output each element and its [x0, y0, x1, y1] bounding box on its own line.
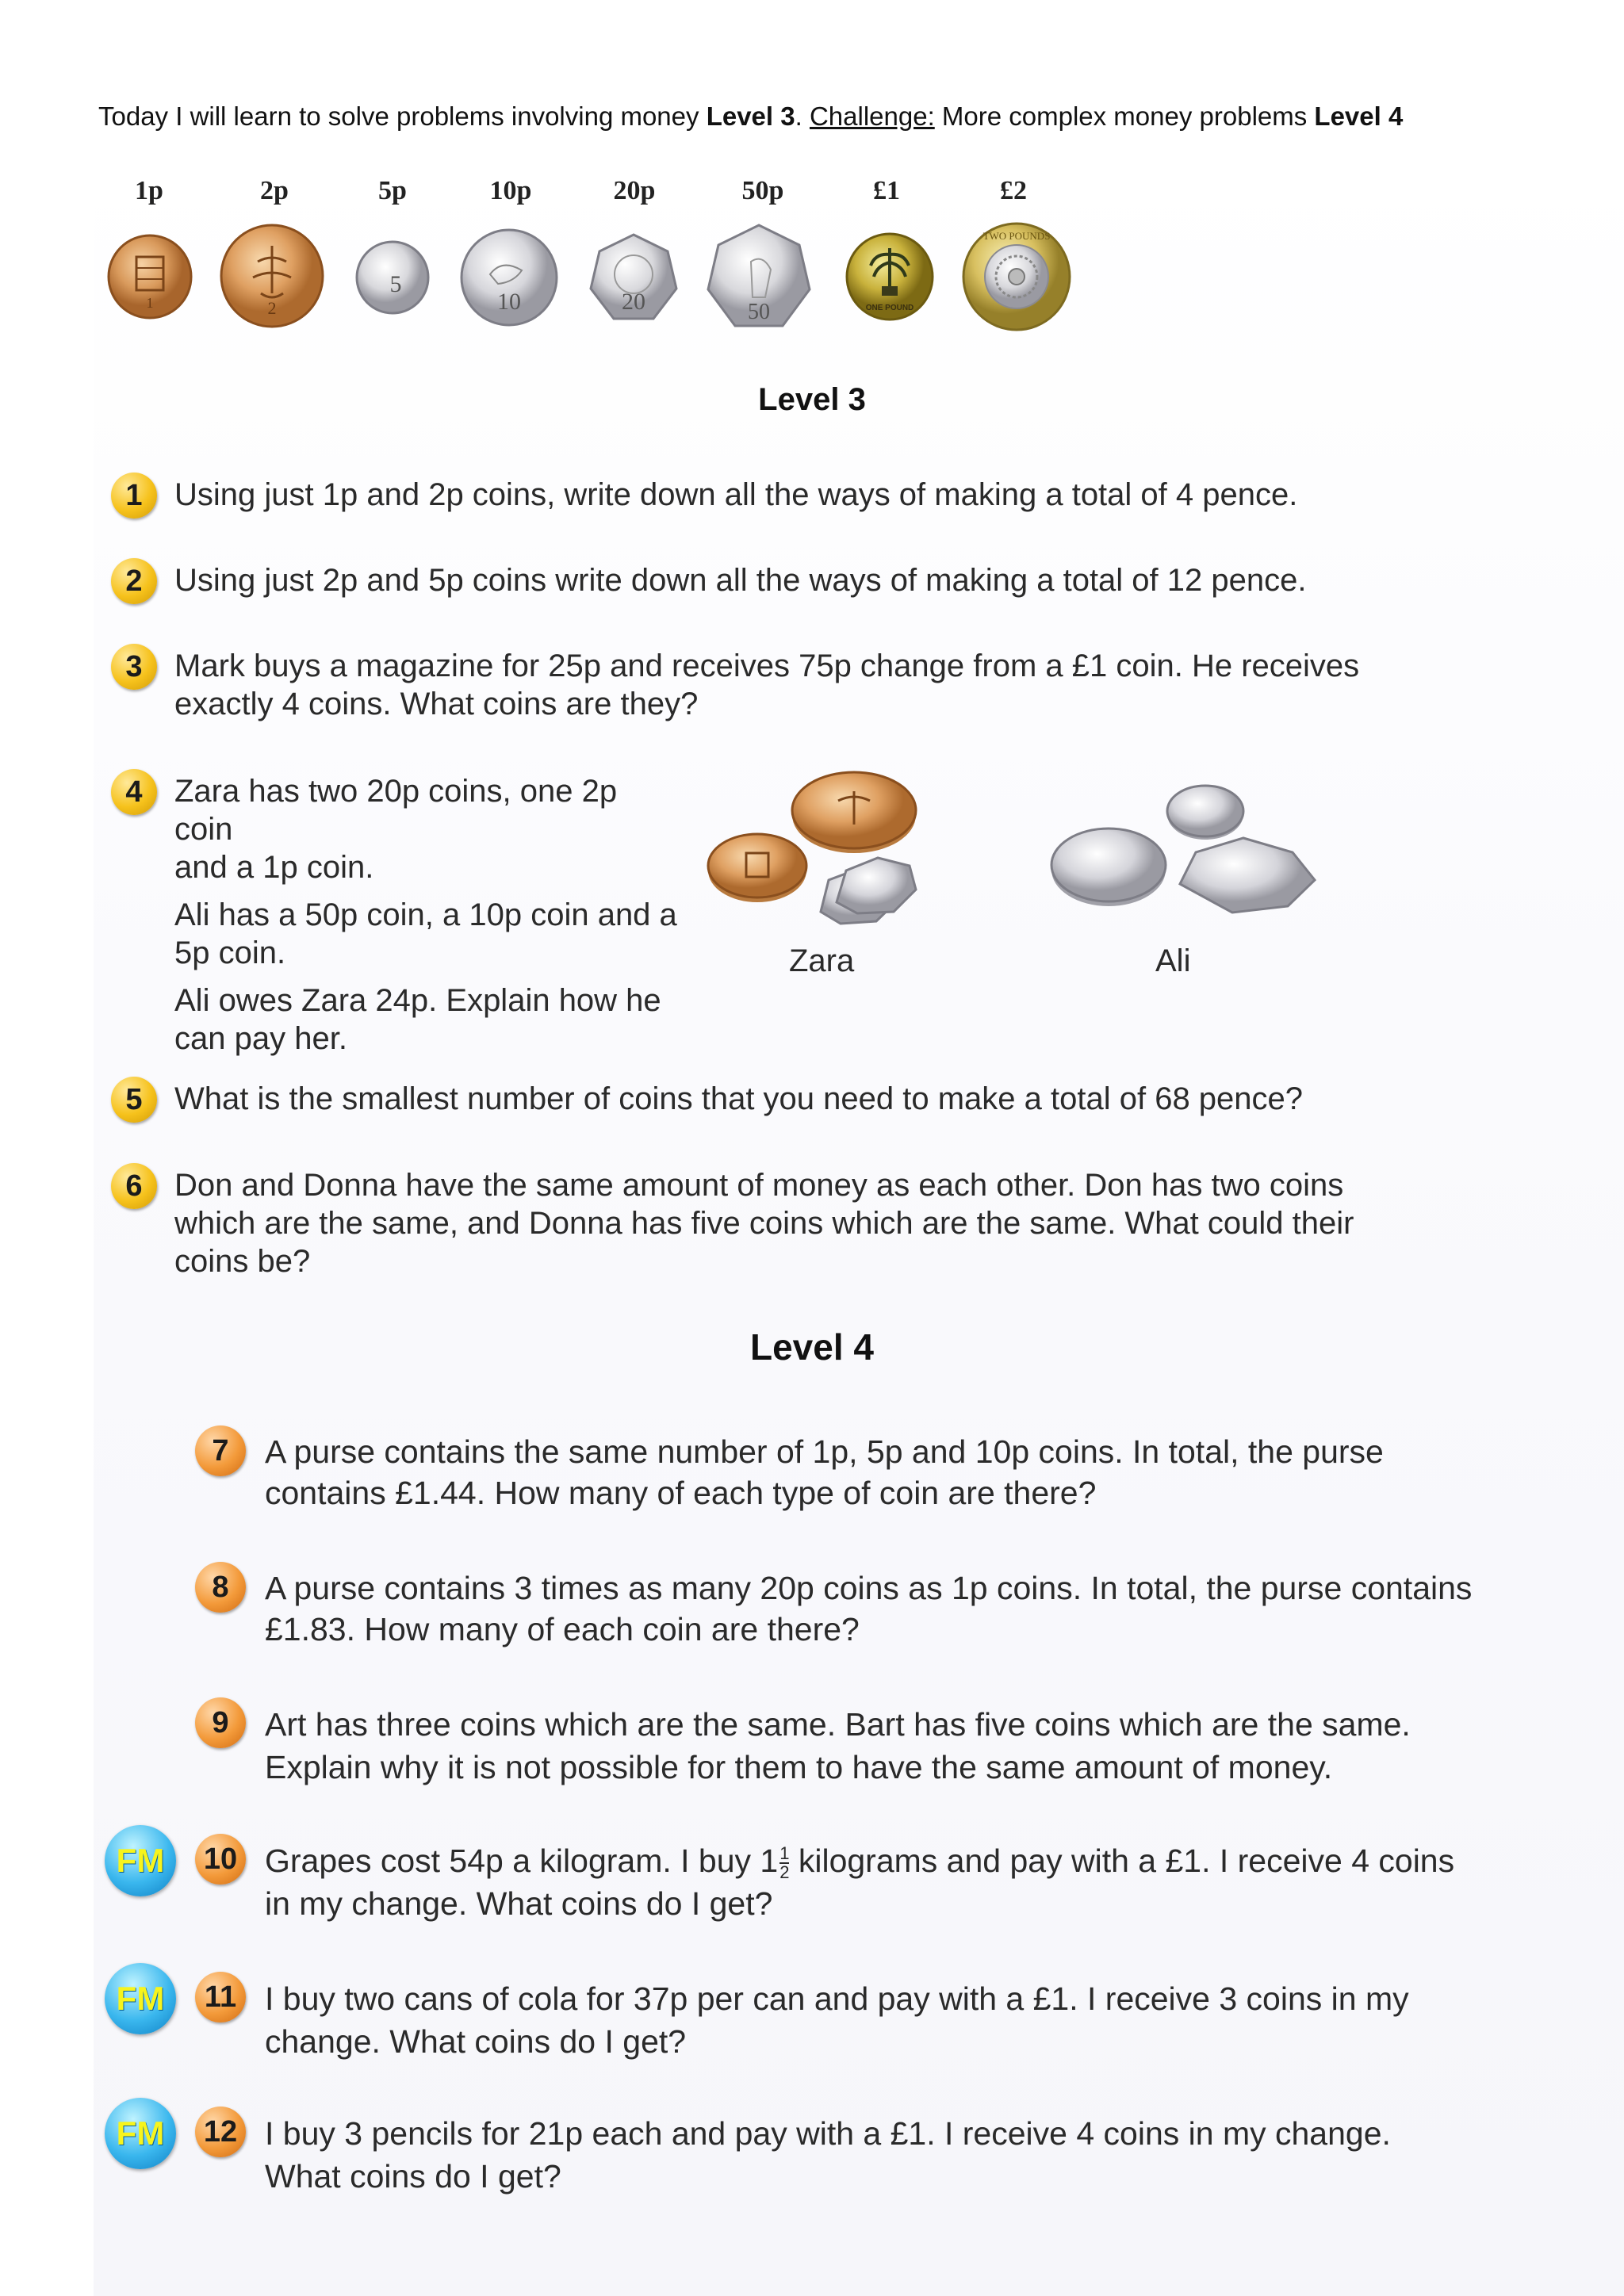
- question-6-line-3: coins be?: [174, 1244, 311, 1279]
- coin-5p-face: 5: [389, 271, 402, 297]
- question-4-owes-line-1: Ali owes Zara 24p. Explain how he: [174, 983, 661, 1018]
- objective-level3: Level 3: [706, 101, 795, 131]
- question-11-line-1: I buy two cans of cola for 37p per can and pay with a £1. I receive 3 coins in my: [265, 1980, 1409, 2017]
- coin-50p-icon: [703, 222, 814, 333]
- question-10-badge: 10: [195, 1834, 246, 1885]
- coin-label-1p: 1p: [135, 176, 163, 205]
- question-8-badge: 8: [195, 1562, 246, 1613]
- question-2-text: Using just 2p and 5p coins write down all the ways of making a total of 12 pence.: [174, 563, 1307, 598]
- coin-reference-row: [99, 176, 1082, 342]
- question-1: [174, 476, 1297, 514]
- coin-10p-face: 10: [497, 289, 521, 315]
- question-3-line-1: Mark buys a magazine for 25p and receives 75p change from a £1 coin. He receives: [174, 649, 1360, 683]
- question-9: [265, 1703, 1411, 1789]
- question-4-owes-line-2: can pay her.: [174, 1021, 347, 1056]
- coin-1-pound-icon: [844, 231, 936, 323]
- objective-challenge-text: More complex money problems: [934, 101, 1315, 131]
- coin-label-2p: 2p: [260, 176, 289, 205]
- question-3-badge: 3: [111, 644, 157, 690]
- question-12-badge: 12: [195, 2107, 246, 2157]
- zara-coins-illustration: [702, 769, 956, 943]
- question-6: [174, 1166, 1354, 1280]
- question-1-badge: 1: [111, 473, 157, 519]
- coin-20p-icon: [587, 232, 680, 325]
- question-12-fm-badge: FM: [105, 2098, 176, 2169]
- question-10-line-1-start: Grapes cost 54p a kilogram. I buy 1: [265, 1843, 779, 1879]
- objective-text: Today I will learn to solve problems involving money: [98, 101, 707, 131]
- question-12: [265, 2112, 1391, 2198]
- question-7-line-1: A purse contains the same number of 1p, 5p and 10p coins. In total, the purse: [265, 1433, 1384, 1470]
- question-6-line-1: Don and Donna have the same amount of money as each other. Don has two coins: [174, 1168, 1344, 1203]
- question-3: [174, 647, 1359, 723]
- question-12-line-2: What coins do I get?: [265, 2158, 561, 2195]
- question-3-line-2: exactly 4 coins. What coins are they?: [174, 687, 699, 721]
- level3-heading: Level 3: [758, 382, 866, 417]
- ali-label: Ali: [1155, 943, 1191, 978]
- question-8-line-2: £1.83. How many of each coin are there?: [265, 1611, 860, 1647]
- question-7-badge: 7: [195, 1425, 246, 1476]
- question-11-fm-badge: FM: [105, 1963, 176, 2034]
- question-10-line-1: [265, 1839, 1454, 1882]
- coin-50p-face: 50: [748, 300, 770, 324]
- coin-20p-face: 20: [622, 289, 645, 315]
- question-2: [174, 561, 1306, 599]
- level4-heading: Level 4: [750, 1326, 874, 1368]
- question-10-fm-badge: FM: [105, 1825, 176, 1896]
- question-7-line-2: contains £1.44. How many of each type of coin are there?: [265, 1475, 1097, 1511]
- question-8: [265, 1567, 1472, 1650]
- question-9-line-2: Explain why it is not possible for them to have the same amount of money.: [265, 1749, 1333, 1785]
- question-10-line-1-end: kilograms and pay with a £1. I receive 4 coins: [789, 1843, 1455, 1879]
- coin-2-pound-face: TWO POUNDS: [982, 230, 1051, 242]
- question-8-line-1: A purse contains 3 times as many 20p coins as 1p coins. In total, the purse contains: [265, 1570, 1473, 1606]
- coin-2p-icon: [218, 222, 326, 330]
- question-6-badge: 6: [111, 1163, 157, 1209]
- question-4-zara-line-1: Zara has two 20p coins, one 2p coin: [174, 774, 618, 847]
- coin-label-1-pound: £1: [873, 176, 900, 205]
- coin-10p-icon: [458, 227, 560, 328]
- coin-2-pound-icon: [960, 220, 1073, 333]
- question-2-badge: 2: [111, 558, 157, 604]
- question-4-ali-line-1: Ali has a 50p coin, a 10p coin and a: [174, 897, 677, 932]
- coin-1-pound-face: ONE POUND: [865, 304, 914, 312]
- coin-2p-face: 2: [267, 298, 277, 318]
- question-6-line-2: which are the same, and Donna has five coins which are the same. What could their: [174, 1206, 1354, 1241]
- fraction-denominator: 2: [779, 1862, 790, 1883]
- coin-5p-icon: [354, 239, 431, 316]
- ali-coins-illustration: [1045, 781, 1323, 939]
- coin-label-50p: 50p: [741, 176, 784, 205]
- question-5: [174, 1080, 1303, 1118]
- question-4-ali-line-2: 5p coin.: [174, 936, 286, 970]
- question-10-line-2: in my change. What coins do I get?: [265, 1885, 773, 1922]
- question-7: [265, 1431, 1384, 1513]
- coin-1p-face: 1: [146, 295, 154, 311]
- question-12-line-1: I buy 3 pencils for 21p each and pay with a £1. I receive 4 coins in my change.: [265, 2115, 1391, 2152]
- coin-label-20p: 20p: [613, 176, 656, 205]
- question-5-badge: 5: [111, 1077, 157, 1123]
- question-1-text: Using just 1p and 2p coins, write down all the ways of making a total of 4 pence.: [174, 477, 1298, 512]
- question-4: [174, 772, 682, 1067]
- question-10: [265, 1839, 1454, 1925]
- objective-level4: Level 4: [1314, 101, 1404, 131]
- coin-label-5p: 5p: [378, 176, 407, 205]
- coin-label-2-pound: £2: [1000, 176, 1027, 205]
- zara-label: Zara: [789, 943, 855, 978]
- question-10-fraction: [779, 1845, 789, 1881]
- question-11-badge: 11: [195, 1972, 246, 2022]
- objective-challenge-label: Challenge:: [809, 101, 935, 131]
- objective-separator: .: [795, 101, 810, 131]
- question-4-zara-line-2: and a 1p coin.: [174, 850, 374, 885]
- question-4-badge: 4: [111, 769, 157, 815]
- coin-label-10p: 10p: [489, 176, 532, 205]
- question-9-badge: 9: [195, 1697, 246, 1748]
- question-9-line-1: Art has three coins which are the same. Bart has five coins which are the same.: [265, 1706, 1411, 1743]
- question-5-text: What is the smallest number of coins that you need to make a total of 68 pence?: [174, 1081, 1304, 1116]
- coin-1p-icon: [106, 233, 193, 320]
- fraction-numerator: 1: [779, 1843, 790, 1864]
- question-11: [265, 1977, 1409, 2063]
- question-11-line-2: change. What coins do I get?: [265, 2023, 687, 2060]
- learning-objective: [98, 101, 1403, 132]
